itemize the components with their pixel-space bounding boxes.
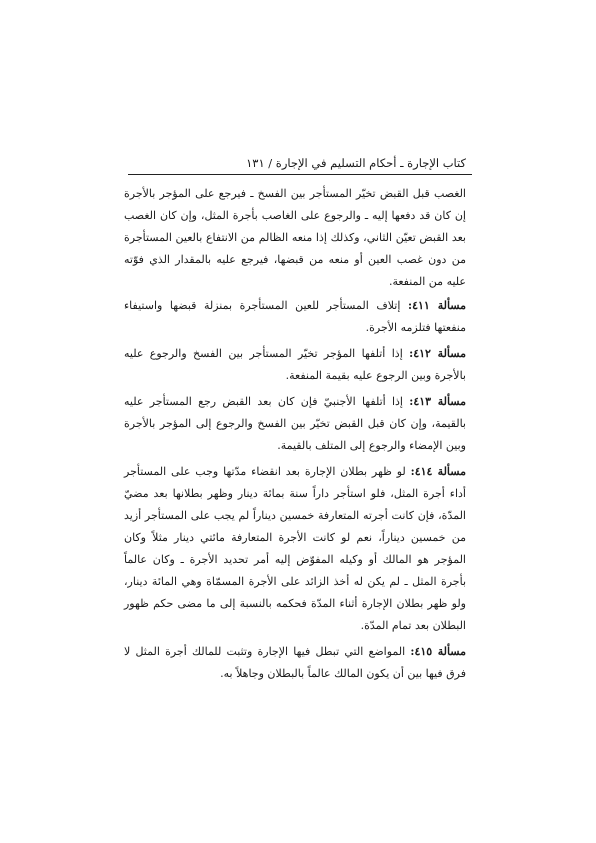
header-divider <box>128 174 472 175</box>
issue-text: إذا أتلفها الأجنبيّ فإن كان بعد القبض رجع المستأجر عليه بالقيمة، وإن كان قبل القبض تخيّر بين الفسخ والرجوع إلى المؤجر بالأجرة وبين الإمضاء والرجوع إلى المتلف بالقيمة. <box>124 395 466 452</box>
issue-text: إتلاف المستأجر للعين المستأجرة بمنزلة قبضها واستيفاء منفعتها فتلزمه الأجرة. <box>124 299 466 334</box>
issue-paragraph <box>124 343 466 387</box>
issue-text: لو ظهر بطلان الإجارة بعد انقضاء مدّتها وجب على المستأجر أداء أجرة المثل، فلو استأجر داراً سنة بمائة دينار وظهر بطلانها بعد مضيّ المدّة، فإن كانت أجرته المتعارفة خمسين ديناراً لم يجب على المستأجر أزيد من خمسين ديناراً، نعم لو كانت الأجرة المتعارفة مائتي دينار مثلاً وكان المؤجر هو المالك أو وكيله المفوّض إليه أمر تحديد الأجرة ـ وكان عالماً بأجرة المثل ـ لم يكن له أخذ الزائد على الأجرة المسمّاة وهي المائة دينار، ولو ظهر بطلان الإجارة أثناء المدّة فحكمه بالنسبة إلى ما مضى حكم ظهور البطلان بعد تمام المدّة. <box>124 465 466 632</box>
issue-label: مسألة ٤١٥: <box>410 645 467 658</box>
issue-paragraph <box>124 461 466 637</box>
issue-label: مسألة ٤١١: <box>408 299 467 312</box>
issue-text: إذا أتلفها المؤجر تخيّر المستأجر بين الفسخ والرجوع عليه بالأجرة وبين الرجوع عليه بقيمة المنفعة. <box>124 347 466 382</box>
issue-label: مسألة ٤١٤: <box>410 465 466 478</box>
issue-paragraph <box>124 641 466 685</box>
issue-paragraph <box>124 391 466 457</box>
issue-label: مسألة ٤١٢: <box>409 347 466 360</box>
issue-text: المواضع التي تبطل فيها الإجارة وتثبت للمالك أجرة المثل لا فرق فيها بين أن يكون المالك عالماً بالبطلان وجاهلاً به. <box>124 645 466 680</box>
paragraph-text: الغصب قبل القبض تخيّر المستأجر بين الفسخ ـ فيرجع على المؤجر بالأجرة إن كان قد دفعها إليه ـ والرجوع على الغاصب بأجرة المثل، وإن كان الغصب بعد القبض تعيّن الثاني، وكذلك إذا منعه الظالم من الانتفاع بالعين المستأجرة من دون غصب العين أو منعه من قبضها، فيرجع عليه بالمقدار الذي فوّته عليه من المنفعة. <box>124 187 466 288</box>
running-header: كتاب الإجارة ـ أحكام التسليم في الإجارة / ١٣١ <box>246 156 466 170</box>
paragraph-continuation <box>124 183 466 293</box>
issue-paragraph <box>124 295 466 339</box>
page-body <box>124 183 466 689</box>
issue-label: مسألة ٤١٣: <box>409 395 466 408</box>
